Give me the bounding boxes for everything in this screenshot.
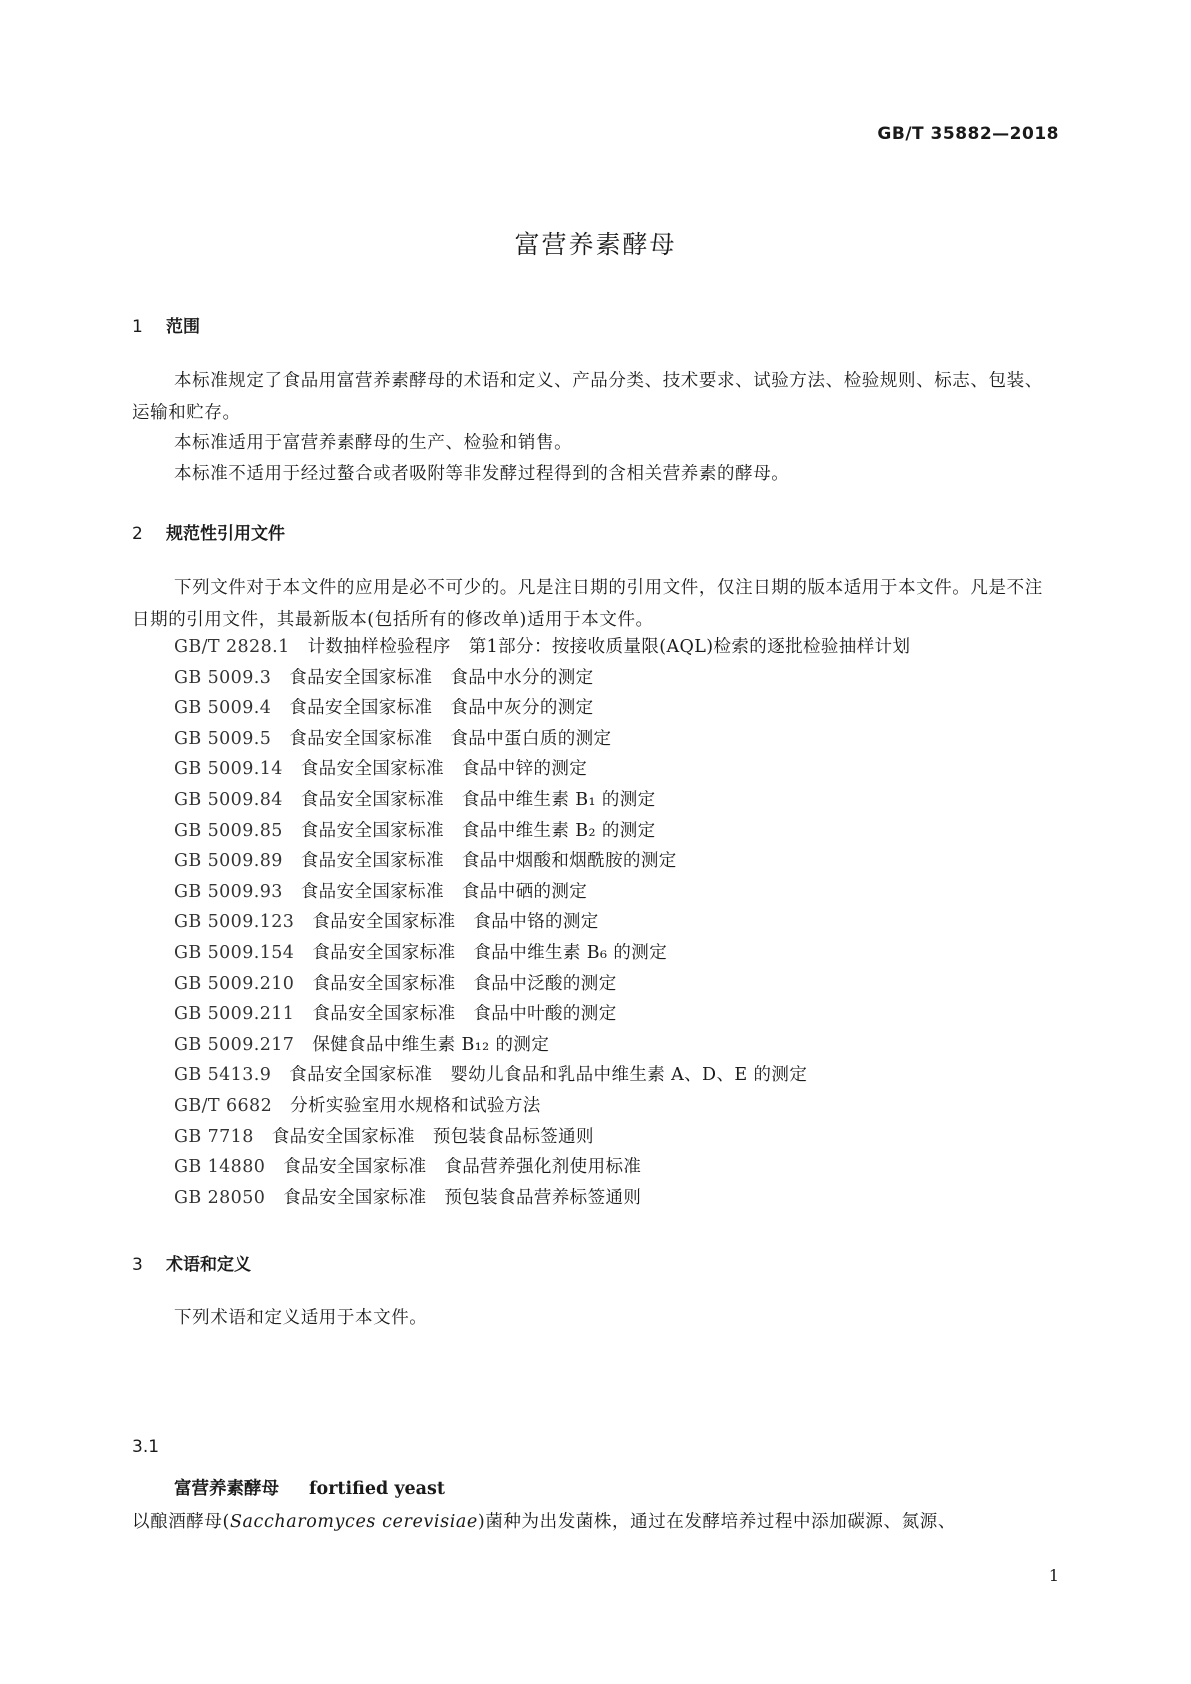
paragraph: 下列术语和定义适用于本文件。: [174, 1308, 428, 1328]
reference-code: GB 14880: [174, 1157, 266, 1178]
page-number: 1: [1048, 1566, 1059, 1585]
reference-item: [174, 878, 587, 903]
reference-code: GB 5009.84: [174, 790, 283, 810]
reference-title: 食品安全国家标准 食品营养强化剂使用标准: [283, 1157, 642, 1178]
section-2-heading: [132, 519, 285, 544]
paragraph: 本标准不适用于经过螯合或者吸附等非发酵过程得到的含相关营养素的酵母。: [174, 464, 790, 484]
reference-code: GB/T 6682: [174, 1096, 273, 1116]
definition-text: )菌种为出发菌株，通过在发酵培养过程中添加碳源、氮源、: [477, 1512, 956, 1532]
reference-title: 食品安全国家标准 食品中叶酸的测定: [312, 1004, 617, 1025]
reference-item: [174, 725, 611, 750]
reference-code: GB 5413.9: [174, 1065, 272, 1086]
section-number: 2: [132, 524, 143, 544]
section-title: 规范性引用文件: [166, 524, 285, 544]
term-number: 3.1: [132, 1437, 160, 1457]
reference-title: 食品安全国家标准 食品中锌的测定: [300, 759, 588, 780]
reference-code: GB 28050: [174, 1187, 266, 1208]
reference-item: [174, 1153, 641, 1178]
reference-item: [174, 786, 656, 811]
reference-item: [174, 694, 594, 719]
reference-code: GB/T 2828.1: [174, 637, 290, 657]
reference-code: GB 5009.85: [174, 820, 283, 841]
reference-title: 计数抽样检验程序 第1部分：按接收质量限(AQL)检索的逐批检验抽样计划: [307, 637, 911, 657]
reference-title: 食品安全国家标准 食品中硒的测定: [300, 881, 588, 902]
reference-title: 保健食品中维生素 B₁₂ 的测定: [312, 1034, 550, 1055]
reference-title: 食品安全国家标准 食品中水分的测定: [289, 667, 594, 688]
term-english: fortified yeast: [309, 1479, 445, 1499]
reference-code: GB 5009.3: [174, 667, 272, 688]
reference-code: GB 5009.123: [174, 912, 295, 933]
reference-item: [174, 1000, 617, 1025]
reference-title: 食品安全国家标准 食品中维生素 B₁ 的测定: [300, 790, 656, 810]
reference-title: 食品安全国家标准 预包装食品营养标签通则: [283, 1187, 642, 1208]
reference-title: 食品安全国家标准 婴幼儿食品和乳品中维生素 A、D、E 的测定: [289, 1065, 808, 1086]
term-chinese: 富营养素酵母: [174, 1479, 279, 1499]
paragraph: 下列文件对于本文件的应用是必不可少的。凡是注日期的引用文件，仅注日期的版本适用于本文件。凡是不注日期的引用文件，其最新版本(包括所有的修改单)适用于本文件。: [132, 578, 1043, 630]
reference-item: [174, 1031, 549, 1056]
reference-item: [174, 1123, 594, 1148]
reference-code: GB 5009.5: [174, 728, 272, 749]
reference-item: [174, 908, 599, 933]
reference-item: [174, 633, 910, 658]
reference-item: [174, 1092, 541, 1117]
paragraph: 本标准适用于富营养素酵母的生产、检验和销售。: [174, 433, 573, 453]
term-definition: [132, 1508, 956, 1533]
reference-code: GB 5009.14: [174, 759, 283, 780]
reference-code: GB 5009.217: [174, 1034, 295, 1055]
reference-code: GB 5009.154: [174, 943, 295, 963]
reference-item: [174, 1061, 807, 1086]
section-title: 范围: [166, 317, 200, 337]
reference-title: 食品安全国家标准 预包装食品标签通则: [271, 1126, 594, 1147]
section-3-heading: [132, 1250, 251, 1275]
section-number: 3: [132, 1255, 143, 1275]
section-title: 术语和定义: [166, 1255, 251, 1275]
reference-title: 食品安全国家标准 食品中烟酸和烟酰胺的测定: [300, 851, 677, 872]
reference-title: 食品安全国家标准 食品中维生素 B₆ 的测定: [312, 943, 668, 963]
reference-item: [174, 755, 587, 780]
reference-title: 食品安全国家标准 食品中灰分的测定: [289, 698, 594, 719]
reference-code: GB 5009.4: [174, 698, 272, 719]
reference-title: 食品安全国家标准 食品中蛋白质的测定: [289, 728, 612, 749]
standard-code: GB/T 35882—2018: [877, 124, 1059, 144]
reference-title: 食品安全国家标准 食品中铬的测定: [312, 912, 599, 933]
section-number: 1: [132, 317, 143, 337]
reference-item: [174, 939, 667, 964]
paragraph: 本标准规定了食品用富营养素酵母的术语和定义、产品分类、技术要求、试验方法、检验规则、标志、包装、运输和贮存。: [132, 371, 1043, 423]
latin-name: Saccharomyces cerevisiae: [229, 1512, 478, 1532]
reference-item: [174, 847, 677, 872]
reference-title: 分析实验室用水规格和试验方法: [290, 1096, 541, 1116]
reference-item: [174, 970, 617, 995]
definition-text: 以酿酒酵母(: [132, 1512, 230, 1532]
term-heading: [174, 1475, 445, 1500]
reference-code: GB 7718: [174, 1126, 254, 1147]
section-1-heading: [132, 312, 200, 337]
reference-code: GB 5009.89: [174, 851, 283, 872]
reference-item: [174, 664, 594, 689]
reference-code: GB 5009.211: [174, 1004, 295, 1025]
reference-item: [174, 1184, 641, 1209]
reference-title: 食品安全国家标准 食品中维生素 B₂ 的测定: [300, 820, 656, 841]
reference-item: [174, 817, 656, 842]
page-title: 富营养素酵母: [514, 230, 677, 259]
reference-code: GB 5009.210: [174, 973, 295, 994]
reference-title: 食品安全国家标准 食品中泛酸的测定: [312, 973, 617, 994]
reference-code: GB 5009.93: [174, 881, 283, 902]
